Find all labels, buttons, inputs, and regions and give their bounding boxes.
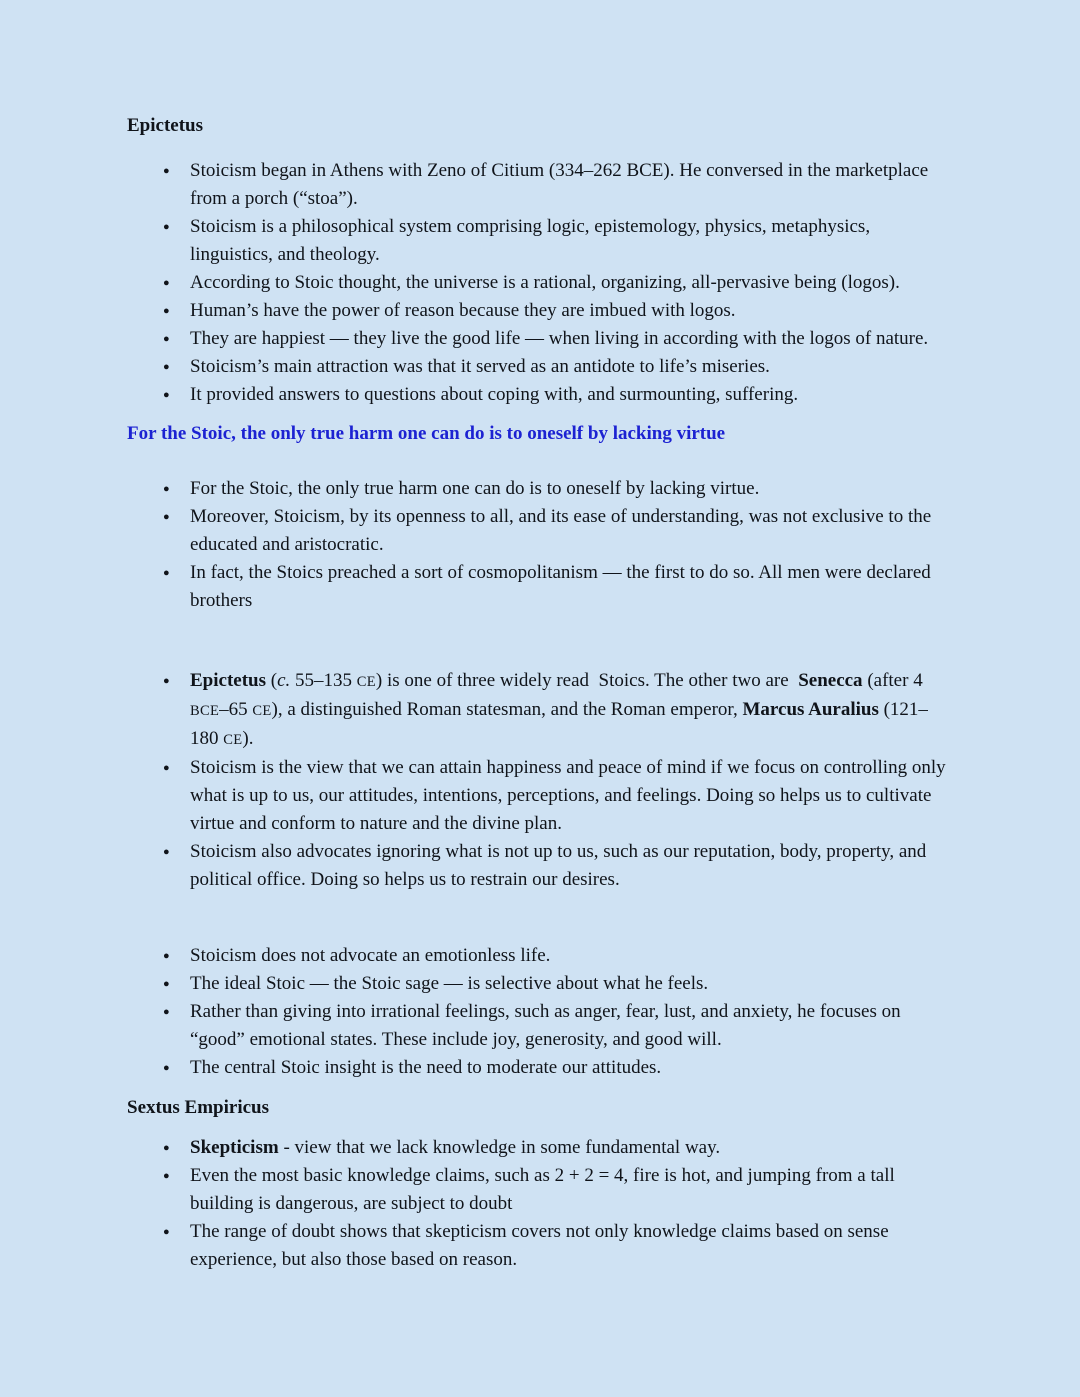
text-run: BCE <box>190 703 220 719</box>
text-run: –65 <box>219 699 253 720</box>
text-run: ). <box>242 728 254 749</box>
text-run: (121–180 <box>190 699 928 749</box>
text-run: Human’s have the power of reason because they are imbued with logos. <box>190 300 736 321</box>
text-run: According to Stoic thought, the universe is a rational, organizing, all-pervasive being (logos). <box>190 272 900 293</box>
list-item <box>127 942 953 970</box>
list-item <box>127 754 953 838</box>
list-item <box>127 353 953 381</box>
text-run: Stoicism is a philosophical system comprising logic, epistemology, physics, metaphysics, linguistics, and theology. <box>190 216 875 265</box>
list-item <box>127 503 953 559</box>
list-item <box>127 667 953 754</box>
text-run: Stoicism also advocates ignoring what is not up to us, such as our reputation, body, property, and political office. Doing so helps us to restrain our desires. <box>190 841 932 890</box>
text-run: - view that we lack knowledge in some fundamental way. <box>278 1137 721 1158</box>
list-item <box>127 297 953 325</box>
text-run: In fact, the Stoics preached a sort of cosmopolitanism — the first to do so. All men were declared brothers <box>190 562 936 611</box>
text-run: Stoicism began in Athens with Zeno of Citium (334–262 BCE). He conversed in the marketplace from a porch (“stoa”). <box>190 160 933 209</box>
text-run: Stoicism does not advocate an emotionless life. <box>190 945 551 966</box>
text-run: c. <box>277 670 291 691</box>
text-run: For the Stoic, the only true harm one can do is to oneself by lacking virtue. <box>190 478 760 499</box>
bullet-list-stoicism-intro <box>127 157 953 409</box>
heading-epictetus: Epictetus <box>127 115 203 136</box>
text-run: Even the most basic knowledge claims, such as 2 + 2 = 4, fire is hot, and jumping from a tall building is dangerous, are subject to doubt <box>190 1165 900 1214</box>
text-run: ( <box>266 670 278 691</box>
list-item <box>127 269 953 297</box>
list-item <box>127 213 953 269</box>
heading-sextus-empiricus: Sextus Empiricus <box>127 1097 269 1118</box>
text-run: ), a distinguished Roman statesman, and the Roman emperor, <box>271 699 743 720</box>
list-item <box>127 998 953 1054</box>
text-run: They are happiest — they live the good life — when living in according with the logos of nature. <box>190 328 929 349</box>
bullet-list-skepticism <box>127 1134 953 1274</box>
list-item <box>127 559 953 615</box>
text-run: Stoicism is the view that we can attain happiness and peace of mind if we focus on controlling only what is up to us, our attitudes, intentions, perceptions, and feelings. Doing so helps us to cultivate virtue and conform to nature and the divine plan. <box>190 757 951 834</box>
list-item <box>127 1162 953 1218</box>
text-run: Epictetus <box>190 670 266 691</box>
text-run: 55–135 <box>290 670 357 691</box>
list-item <box>127 1218 953 1274</box>
list-item <box>127 157 953 213</box>
text-run: CE <box>356 674 376 690</box>
text-run: The range of doubt shows that skepticism covers not only knowledge claims based on sense experience, but also those based on reason. <box>190 1221 894 1270</box>
heading-stoic-virtue: For the Stoic, the only true harm one can do is to oneself by lacking virtue <box>127 423 726 444</box>
text-run: Senecca <box>798 670 863 691</box>
text-run: Rather than giving into irrational feelings, such as anger, fear, lust, and anxiety, he focuses on “good” emotional states. These include joy, generosity, and good will. <box>190 1001 906 1050</box>
list-item <box>127 970 953 998</box>
text-run: (after 4 <box>862 670 928 691</box>
list-item <box>127 381 953 409</box>
bullet-list-epictetus-bio <box>127 667 953 894</box>
text-run: It provided answers to questions about coping with, and surmounting, suffering. <box>190 384 799 405</box>
text-run: The ideal Stoic — the Stoic sage — is selective about what he feels. <box>190 973 709 994</box>
text-run: The central Stoic insight is the need to moderate our attitudes. <box>190 1057 662 1078</box>
list-item <box>127 325 953 353</box>
text-run: CE <box>223 732 243 748</box>
text-run: Stoicism’s main attraction was that it served as an antidote to life’s miseries. <box>190 356 770 377</box>
list-item <box>127 838 953 894</box>
bullet-list-stoic-virtue <box>127 475 953 615</box>
text-run: CE <box>252 703 272 719</box>
list-item <box>127 475 953 503</box>
text-run: Skepticism <box>190 1137 279 1158</box>
list-item <box>127 1054 953 1082</box>
text-run: Marcus Auralius <box>742 699 879 720</box>
text-run: Moreover, Stoicism, by its openness to all, and its ease of understanding, was not exclusive to the educated and aristocratic. <box>190 506 936 555</box>
text-run: ) is one of three widely read Stoics. The other two are <box>375 670 799 691</box>
list-item <box>127 1134 953 1162</box>
bullet-list-stoic-emotion <box>127 942 953 1082</box>
